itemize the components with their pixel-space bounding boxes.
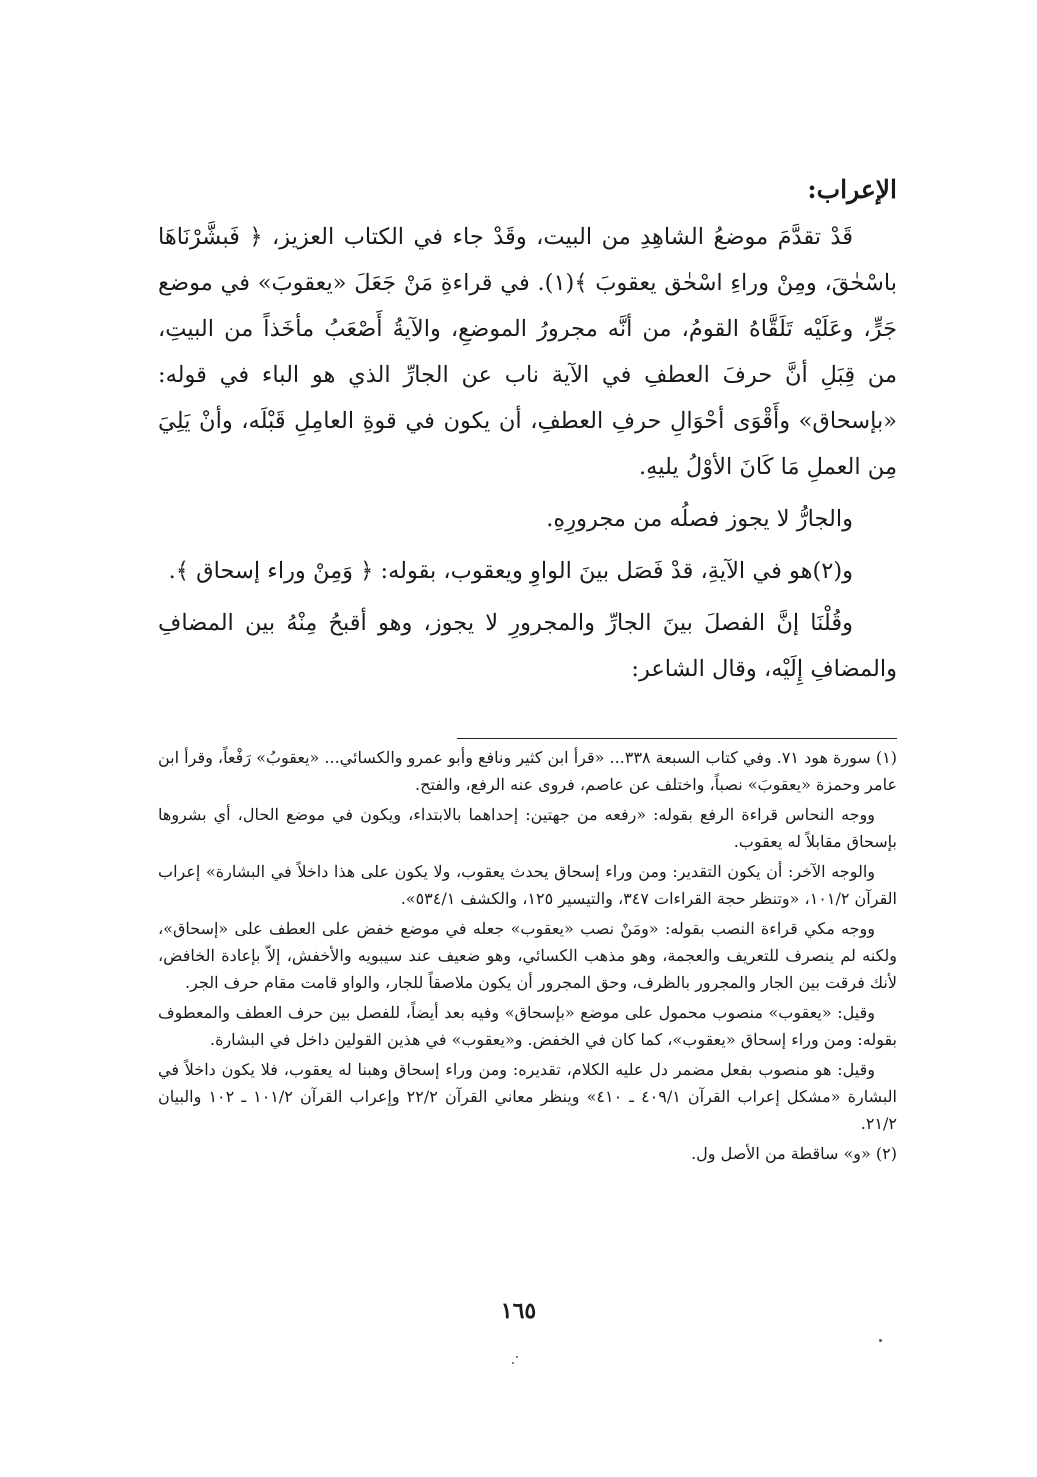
footnote: (٢) «و» ساقطة من الأصل ول. [691,1144,897,1163]
main-text [158,214,897,698]
footnote: ووجه مكي قراءة النصب بقوله: «ومَنْ نصب «يعقوب» جعله في موضع خفض على العطف على «إسحاق»، ولكنه لم ينصرف للتعريف والعجمة، وهو مذهب الكسائي، وهو ضعيف عند سيبويه والأخفش، إلاّ بإعادة الخافض، لأنك فرقت بين الجار والمجرور بالظرف، وحق المجرور أن يكون ملاصقاً للجار، والواو قامت مقام حرف الجر. [158,919,898,992]
paragraph: و(٢)هو في الآيةِ، قدْ فَصَل بينَ الواوِ ويعقوب، بقوله: ﴿ وَمِنْ وراء إسحاق ﴾. [168,558,853,584]
footnote: (١) سورة هود ٧١. وفي كتاب السبعة ٣٣٨... «قرأ ابن كثير ونافع وأبو عمرو والكسائي... «يعقوبُ» رَفْعاً، وقرأ ابن عامر وحمزة «يعقوبَ» نصباً، واختلف عن عاصم، فروى عنه الرفع، والفتح. [158,748,897,794]
page-number: ١٦٥ [500,1298,537,1324]
paragraph: وقُلْنَا إنَّ الفصلَ بينَ الجارِّ والمجرورِ لا يجوز، وهو أقبحُ مِنْهُ بين المضافِ والمضافِ إِلَيْه، وقال الشاعر: [158,610,897,682]
scan-speck [516,1356,518,1358]
footnote: ووجه النحاس قراءة الرفع بقوله: «رفعه من جهتين: إحداهما بالابتداء، ويكون في موضع الحال، أي بشروها بإسحاق مقابلاً له يعقوب. [158,805,897,851]
paragraph: والجارُّ لا يجوز فصلُه من مجرورِهِ. [546,506,853,532]
footnote: وقيل: «يعقوب» منصوب محمول على موضع «بإسحاق» وفيه بعد أيضاً، للفصل بين حرف العطف والمعطوف بقوله: ومن وراء إسحاق «يعقوب»، كما كان في الخفض. و«يعقوب» في هذين القولين داخل في البشارة. [158,1003,897,1049]
scan-speck [879,1339,882,1342]
footnote: وقيل: هو منصوب بفعل مضمر دل عليه الكلام، تقديره: ومن وراء إسحاق وهبنا له يعقوب، فلا يكون داخلاً في البشارة «مشكل إعراب القرآن ٤٠٩/١ ـ ٤١٠» وينظر معاني القرآن ٢٢/٢ وإعراب القرآن ١٠١/٢ ـ ١٠٢ والبيان ٢١/٢. [158,1060,897,1133]
footnotes [158,744,897,1170]
footnote: والوجه الآخر: أن يكون التقدير: ومن وراء إسحاق يحدث يعقوب، ولا يكون على هذا داخلاً في البشارة» إعراب القرآن ١٠١/٢، «وتنظر حجة القراءات ٣٤٧، والتيسير ١٢٥، والكشف ٥٣٤/١». [158,862,897,908]
footnote-divider [457,738,897,739]
paragraph: قَدْ تقدَّمَ موضعُ الشاهِدِ من البيت، وقَدْ جاء في الكتاب العزيز، ﴿ فَبشَّرْنَاهَا باسْحٰقَ، ومِنْ وراءِ اسْحٰق يعقوبَ ﴾(١). في قراءةِ مَنْ جَعَلَ «يعقوبَ» في موضع جَرٍّ، وعَلَيْه تَلَقَّاهُ القومُ، من أنَّه مجرورُ الموضعِ، والآيةُ أَصْعَبُ مأخَذاً من البيتِ، من قِبَلِ أنَّ حرفَ العطفِ في الآية ناب عن الجارِّ الذي هو الباء في قوله: «بإسحاق» وأَقْوَى أحْوَالِ حرفِ العطفِ، أن يكون في قوةِ العامِلِ قَبْلَه، وأنْ يَلِيَ مِن العملِ مَا كَانَ الأوْلُ يليهِ. [158,224,897,480]
scan-speck [512,1362,514,1364]
section-heading: الإعراب: [807,175,897,204]
